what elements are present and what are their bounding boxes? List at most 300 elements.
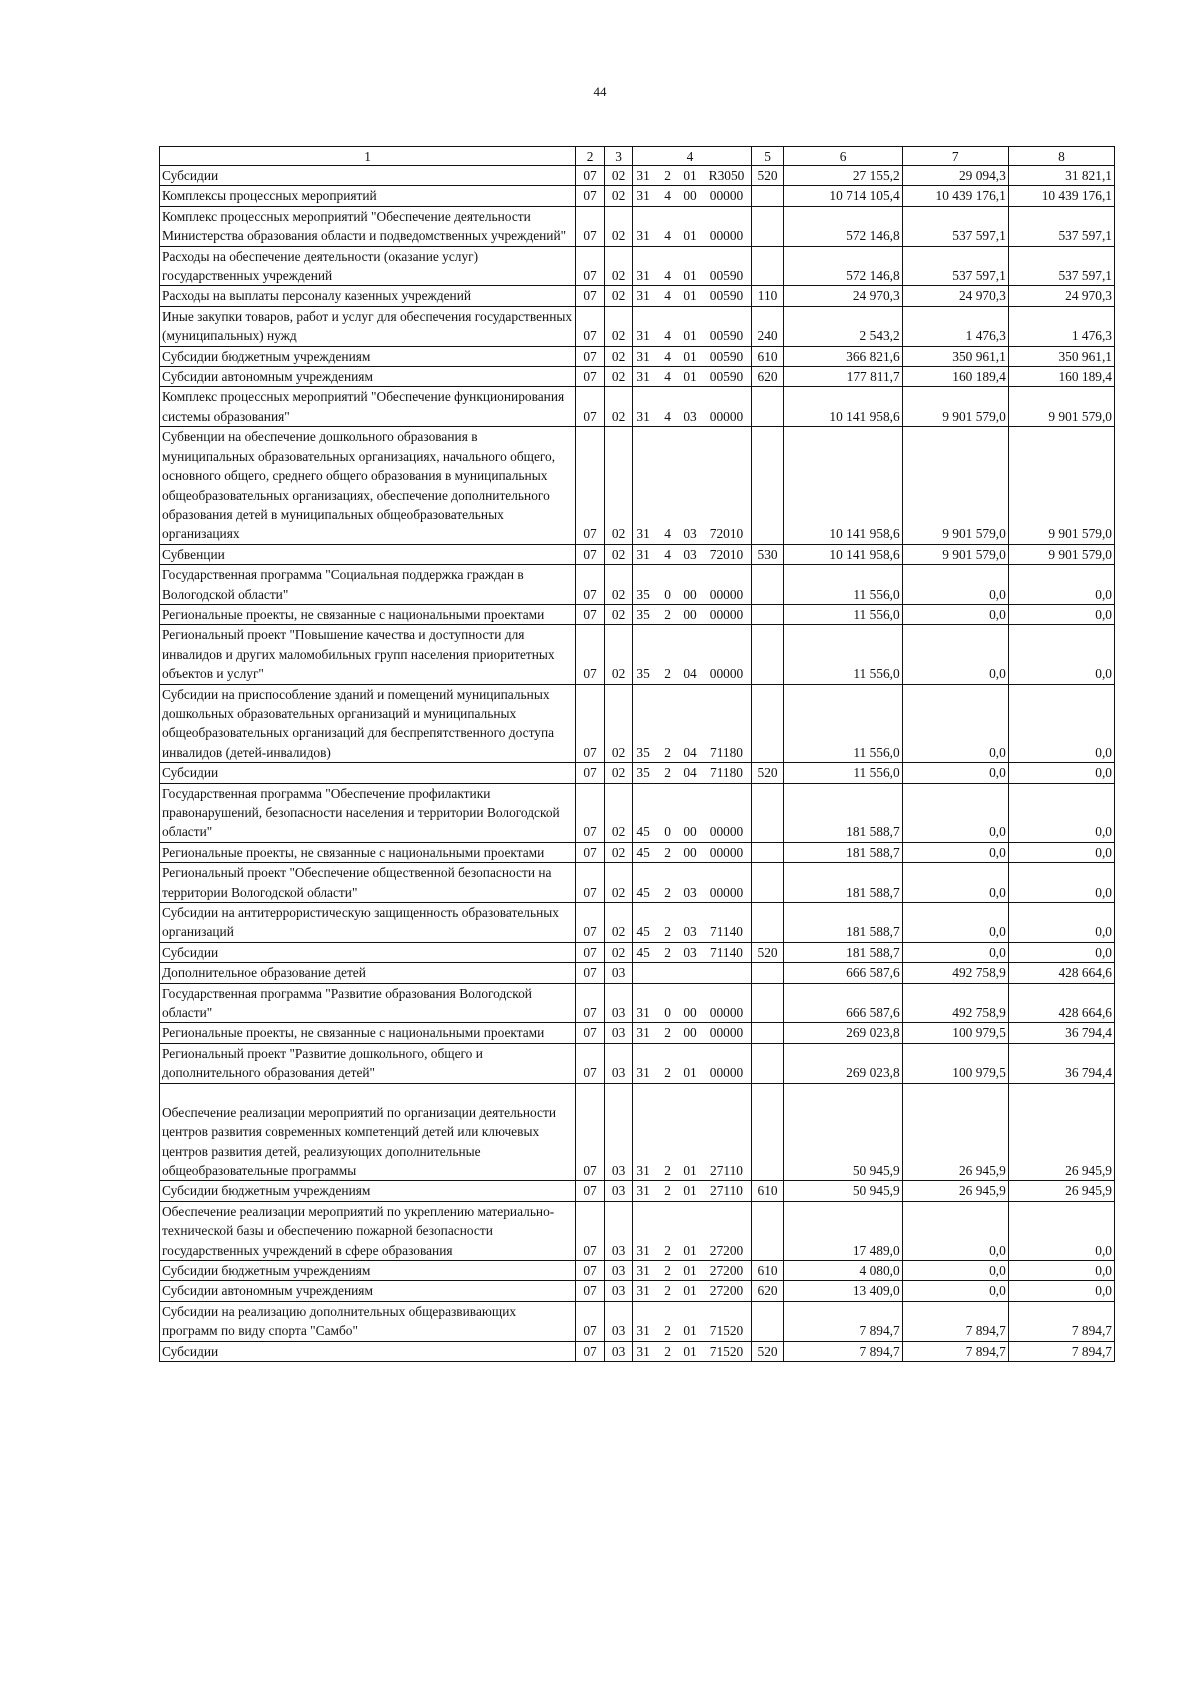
- amount-year-3: 7 894,7: [1008, 1301, 1114, 1341]
- subsection-code: 02: [604, 346, 633, 366]
- program-code: 31: [633, 367, 657, 387]
- expense-type-code: [751, 903, 784, 943]
- type-code: [657, 963, 677, 983]
- amount-year-1: 572 146,8: [784, 246, 902, 286]
- table-row: [160, 1281, 1115, 1301]
- amount-year-3: 0,0: [1008, 763, 1114, 783]
- expense-type-code: 610: [751, 1260, 784, 1280]
- program-code: 35: [633, 625, 657, 684]
- header-col-5: 5: [751, 147, 784, 166]
- table-row: [160, 1260, 1115, 1280]
- expense-type-code: [751, 206, 784, 246]
- structure-code: [678, 963, 702, 983]
- amount-year-2: 0,0: [902, 604, 1008, 624]
- direction-code: 00590: [702, 286, 751, 306]
- amount-year-1: 666 587,6: [784, 983, 902, 1023]
- table-row: [160, 763, 1115, 783]
- amount-year-1: 2 543,2: [784, 306, 902, 346]
- direction-code: 00000: [702, 565, 751, 605]
- type-code: 2: [657, 863, 677, 903]
- amount-year-3: 31 821,1: [1008, 166, 1114, 186]
- direction-code: 00000: [702, 842, 751, 862]
- amount-year-1: 269 023,8: [784, 1043, 902, 1083]
- expense-type-code: [751, 1301, 784, 1341]
- program-code: 31: [633, 983, 657, 1023]
- subsection-code: 03: [604, 1023, 633, 1043]
- structure-code: 00: [678, 565, 702, 605]
- section-code: 07: [576, 1083, 605, 1181]
- expense-type-code: [751, 387, 784, 427]
- amount-year-2: 160 189,4: [902, 367, 1008, 387]
- table-row: [160, 983, 1115, 1023]
- direction-code: 00590: [702, 346, 751, 366]
- subsection-code: 03: [604, 983, 633, 1023]
- type-code: 0: [657, 983, 677, 1023]
- amount-year-2: 0,0: [902, 942, 1008, 962]
- amount-year-2: 26 945,9: [902, 1181, 1008, 1201]
- row-name: Государственная программа "Развитие образования Вологодской области": [160, 983, 576, 1023]
- table-row: [160, 186, 1115, 206]
- table-row: [160, 783, 1115, 842]
- amount-year-1: 50 945,9: [784, 1083, 902, 1181]
- amount-year-1: 10 714 105,4: [784, 186, 902, 206]
- subsection-code: 02: [604, 604, 633, 624]
- amount-year-1: 181 588,7: [784, 942, 902, 962]
- subsection-code: 03: [604, 1260, 633, 1280]
- row-name: Субсидии автономным учреждениям: [160, 367, 576, 387]
- program-code: 45: [633, 863, 657, 903]
- row-name: Региональные проекты, не связанные с национальными проектами: [160, 1023, 576, 1043]
- direction-code: 27200: [702, 1281, 751, 1301]
- table-body: [160, 166, 1115, 1362]
- program-code: 35: [633, 763, 657, 783]
- expense-type-code: [751, 246, 784, 286]
- direction-code: 00000: [702, 1023, 751, 1043]
- program-code: 31: [633, 186, 657, 206]
- row-name: Субсидии: [160, 1341, 576, 1361]
- program-code: 31: [633, 1260, 657, 1280]
- expense-type-code: 520: [751, 763, 784, 783]
- section-code: 07: [576, 942, 605, 962]
- amount-year-3: 26 945,9: [1008, 1181, 1114, 1201]
- table-row: [160, 1083, 1115, 1181]
- amount-year-2: 492 758,9: [902, 983, 1008, 1023]
- row-name: Субсидии бюджетным учреждениям: [160, 346, 576, 366]
- direction-code: 71140: [702, 942, 751, 962]
- table-row: [160, 166, 1115, 186]
- direction-code: 00590: [702, 246, 751, 286]
- section-code: 07: [576, 863, 605, 903]
- structure-code: 01: [678, 166, 702, 186]
- section-code: 07: [576, 544, 605, 564]
- expense-type-code: [751, 1083, 784, 1181]
- subsection-code: 03: [604, 1043, 633, 1083]
- type-code: 0: [657, 565, 677, 605]
- direction-code: R3050: [702, 166, 751, 186]
- amount-year-3: 350 961,1: [1008, 346, 1114, 366]
- table-row: [160, 1301, 1115, 1341]
- direction-code: 27110: [702, 1181, 751, 1201]
- type-code: 4: [657, 346, 677, 366]
- structure-code: 01: [678, 1281, 702, 1301]
- row-name: Субсидии на реализацию дополнительных общеразвивающих программ по виду спорта "Самбо": [160, 1301, 576, 1341]
- row-name: Государственная программа "Обеспечение профилактики правонарушений, безопасности населения и территории Вологодской области": [160, 783, 576, 842]
- amount-year-2: 0,0: [902, 842, 1008, 862]
- program-code: 45: [633, 842, 657, 862]
- row-name: Субсидии на приспособление зданий и помещений муниципальных дошкольных образовательных организаций и муниципальных общеобразовательных организаций для беспрепятственного доступа инвалидов (детей-инвалидов): [160, 684, 576, 763]
- row-name: Иные закупки товаров, работ и услуг для обеспечения государственных (муниципальных) нужд: [160, 306, 576, 346]
- amount-year-2: 492 758,9: [902, 963, 1008, 983]
- amount-year-2: 0,0: [902, 565, 1008, 605]
- program-code: 31: [633, 1043, 657, 1083]
- subsection-code: 02: [604, 427, 633, 544]
- section-code: 07: [576, 346, 605, 366]
- direction-code: 00000: [702, 625, 751, 684]
- amount-year-2: 26 945,9: [902, 1083, 1008, 1181]
- section-code: 07: [576, 206, 605, 246]
- structure-code: 01: [678, 367, 702, 387]
- structure-code: 01: [678, 1260, 702, 1280]
- row-name: Субсидии на антитеррористическую защищенность образовательных организаций: [160, 903, 576, 943]
- structure-code: 04: [678, 625, 702, 684]
- subsection-code: 03: [604, 1181, 633, 1201]
- section-code: 07: [576, 565, 605, 605]
- direction-code: 00000: [702, 863, 751, 903]
- expense-type-code: [751, 963, 784, 983]
- amount-year-2: 537 597,1: [902, 206, 1008, 246]
- direction-code: 00000: [702, 983, 751, 1023]
- program-code: 35: [633, 565, 657, 605]
- amount-year-3: 7 894,7: [1008, 1341, 1114, 1361]
- type-code: 2: [657, 166, 677, 186]
- expense-type-code: 530: [751, 544, 784, 564]
- amount-year-2: 10 439 176,1: [902, 186, 1008, 206]
- table-row: [160, 1043, 1115, 1083]
- program-code: 31: [633, 1281, 657, 1301]
- amount-year-3: 9 901 579,0: [1008, 544, 1114, 564]
- header-row: [160, 147, 1115, 166]
- program-code: 45: [633, 783, 657, 842]
- expense-type-code: 520: [751, 1341, 784, 1361]
- type-code: 4: [657, 387, 677, 427]
- type-code: 2: [657, 1043, 677, 1083]
- row-name: Обеспечение реализации мероприятий по организации деятельности центров развития современных компетенций детей или ключевых центров развития детей, реализующих дополнительные общеобразовательные программы: [162, 1104, 557, 1178]
- amount-year-1: 572 146,8: [784, 206, 902, 246]
- row-name: Комплекс процессных мероприятий "Обеспечение функционирования системы образования": [160, 387, 576, 427]
- amount-year-3: 0,0: [1008, 942, 1114, 962]
- structure-code: 01: [678, 1201, 702, 1260]
- expense-type-code: [751, 863, 784, 903]
- expense-type-code: [751, 565, 784, 605]
- amount-year-3: 0,0: [1008, 604, 1114, 624]
- program-code: 31: [633, 387, 657, 427]
- row-name: Региональный проект "Обеспечение общественной безопасности на территории Вологодской области": [160, 863, 576, 903]
- expense-type-code: 620: [751, 367, 784, 387]
- direction-code: 00000: [702, 206, 751, 246]
- section-code: 07: [576, 684, 605, 763]
- amount-year-2: 0,0: [902, 625, 1008, 684]
- type-code: 2: [657, 1301, 677, 1341]
- direction-code: 00000: [702, 387, 751, 427]
- amount-year-1: 11 556,0: [784, 625, 902, 684]
- amount-year-1: 11 556,0: [784, 565, 902, 605]
- section-code: 07: [576, 367, 605, 387]
- section-code: 07: [576, 842, 605, 862]
- amount-year-3: 10 439 176,1: [1008, 186, 1114, 206]
- section-code: 07: [576, 903, 605, 943]
- table-row: [160, 963, 1115, 983]
- expense-type-code: [751, 1201, 784, 1260]
- type-code: 4: [657, 186, 677, 206]
- program-code: 31: [633, 1181, 657, 1201]
- type-code: 4: [657, 246, 677, 286]
- type-code: 2: [657, 1281, 677, 1301]
- subsection-code: 02: [604, 186, 633, 206]
- amount-year-2: 24 970,3: [902, 286, 1008, 306]
- structure-code: 03: [678, 903, 702, 943]
- subsection-code: 03: [604, 1301, 633, 1341]
- amount-year-3: 26 945,9: [1008, 1083, 1114, 1181]
- structure-code: 01: [678, 1301, 702, 1341]
- type-code: 2: [657, 1260, 677, 1280]
- subsection-code: 02: [604, 367, 633, 387]
- direction-code: 00590: [702, 367, 751, 387]
- amount-year-3: 0,0: [1008, 842, 1114, 862]
- amount-year-1: 11 556,0: [784, 604, 902, 624]
- type-code: 2: [657, 763, 677, 783]
- amount-year-1: 181 588,7: [784, 863, 902, 903]
- type-code: 2: [657, 1181, 677, 1201]
- direction-code: 71180: [702, 684, 751, 763]
- table-row: [160, 863, 1115, 903]
- program-code: 45: [633, 942, 657, 962]
- table-row: [160, 625, 1115, 684]
- expense-type-code: 110: [751, 286, 784, 306]
- structure-code: 00: [678, 783, 702, 842]
- amount-year-1: 269 023,8: [784, 1023, 902, 1043]
- subsection-code: 02: [604, 246, 633, 286]
- amount-year-3: 24 970,3: [1008, 286, 1114, 306]
- amount-year-1: 11 556,0: [784, 763, 902, 783]
- amount-year-1: 24 970,3: [784, 286, 902, 306]
- section-code: 07: [576, 1301, 605, 1341]
- direction-code: 72010: [702, 427, 751, 544]
- amount-year-3: 428 664,6: [1008, 983, 1114, 1023]
- table-row: [160, 565, 1115, 605]
- subsection-code: 03: [604, 1341, 633, 1361]
- type-code: 4: [657, 427, 677, 544]
- program-code: 31: [633, 1201, 657, 1260]
- amount-year-1: 13 409,0: [784, 1281, 902, 1301]
- direction-code: 72010: [702, 544, 751, 564]
- subsection-code: 02: [604, 206, 633, 246]
- table-row: [160, 346, 1115, 366]
- section-code: 07: [576, 604, 605, 624]
- structure-code: 01: [678, 1083, 702, 1181]
- row-name: Субсидии бюджетным учреждениям: [160, 1260, 576, 1280]
- row-name: Субсидии бюджетным учреждениям: [160, 1181, 576, 1201]
- subsection-code: 02: [604, 942, 633, 962]
- section-code: 07: [576, 306, 605, 346]
- budget-table: [159, 146, 1115, 1362]
- program-code: 31: [633, 166, 657, 186]
- table-row: [160, 1023, 1115, 1043]
- structure-code: 01: [678, 206, 702, 246]
- amount-year-3: 537 597,1: [1008, 246, 1114, 286]
- structure-code: 04: [678, 763, 702, 783]
- direction-code: 00000: [702, 604, 751, 624]
- amount-year-1: 10 141 958,6: [784, 427, 902, 544]
- amount-year-3: 36 794,4: [1008, 1043, 1114, 1083]
- type-code: 4: [657, 544, 677, 564]
- table-row: [160, 306, 1115, 346]
- type-code: 2: [657, 942, 677, 962]
- program-code: 31: [633, 306, 657, 346]
- amount-year-1: 10 141 958,6: [784, 544, 902, 564]
- amount-year-3: 0,0: [1008, 625, 1114, 684]
- direction-code: 00590: [702, 306, 751, 346]
- type-code: 2: [657, 684, 677, 763]
- direction-code: 00000: [702, 783, 751, 842]
- amount-year-1: 181 588,7: [784, 783, 902, 842]
- structure-code: 00: [678, 983, 702, 1023]
- type-code: 0: [657, 783, 677, 842]
- type-code: 4: [657, 206, 677, 246]
- amount-year-3: 537 597,1: [1008, 206, 1114, 246]
- expense-type-code: [751, 186, 784, 206]
- amount-year-3: 9 901 579,0: [1008, 387, 1114, 427]
- amount-year-3: 0,0: [1008, 1260, 1114, 1280]
- direction-code: 71520: [702, 1341, 751, 1361]
- amount-year-3: 9 901 579,0: [1008, 427, 1114, 544]
- section-code: 07: [576, 427, 605, 544]
- amount-year-2: 0,0: [902, 1281, 1008, 1301]
- amount-year-1: 666 587,6: [784, 963, 902, 983]
- table-row: [160, 544, 1115, 564]
- structure-code: 00: [678, 604, 702, 624]
- amount-year-2: 9 901 579,0: [902, 427, 1008, 544]
- section-code: 07: [576, 186, 605, 206]
- header-col-6: 6: [784, 147, 902, 166]
- structure-code: 01: [678, 306, 702, 346]
- structure-code: 00: [678, 842, 702, 862]
- subsection-code: 02: [604, 306, 633, 346]
- program-code: 35: [633, 684, 657, 763]
- table-row: [160, 604, 1115, 624]
- type-code: 2: [657, 1083, 677, 1181]
- amount-year-2: 0,0: [902, 863, 1008, 903]
- structure-code: 01: [678, 346, 702, 366]
- row-name: Комплекс процессных мероприятий "Обеспечение деятельности Министерства образования области и подведомственных учреждений": [160, 206, 576, 246]
- table-row: [160, 842, 1115, 862]
- amount-year-3: 0,0: [1008, 565, 1114, 605]
- table-row: [160, 427, 1115, 544]
- expense-type-code: [751, 842, 784, 862]
- section-code: 07: [576, 1201, 605, 1260]
- subsection-code: 02: [604, 863, 633, 903]
- header-col-8: 8: [1008, 147, 1114, 166]
- row-name: Субсидии: [160, 763, 576, 783]
- amount-year-2: 1 476,3: [902, 306, 1008, 346]
- section-code: 07: [576, 1043, 605, 1083]
- program-code: 31: [633, 246, 657, 286]
- structure-code: 00: [678, 1023, 702, 1043]
- subsection-code: 02: [604, 625, 633, 684]
- row-name: Дополнительное образование детей: [160, 963, 576, 983]
- type-code: 4: [657, 286, 677, 306]
- expense-type-code: 240: [751, 306, 784, 346]
- section-code: 07: [576, 983, 605, 1023]
- type-code: 4: [657, 306, 677, 346]
- amount-year-2: 100 979,5: [902, 1043, 1008, 1083]
- subsection-code: 02: [604, 783, 633, 842]
- subsection-code: 02: [604, 565, 633, 605]
- row-name: Субвенции на обеспечение дошкольного образования в муниципальных образовательных организациях, начального общего, основного общего, среднего общего образования в муниципальных общеобразовательных организациях, обеспечение дополнительного образования детей в муниципальных общеобразовательных организациях: [160, 427, 576, 544]
- expense-type-code: [751, 1043, 784, 1083]
- program-code: 31: [633, 1083, 657, 1181]
- amount-year-2: 7 894,7: [902, 1341, 1008, 1361]
- type-code: 4: [657, 367, 677, 387]
- program-code: 31: [633, 1023, 657, 1043]
- amount-year-3: 36 794,4: [1008, 1023, 1114, 1043]
- table-row: [160, 367, 1115, 387]
- amount-year-1: 181 588,7: [784, 903, 902, 943]
- program-code: 31: [633, 427, 657, 544]
- header-col-4: 4: [678, 147, 702, 166]
- table-row: [160, 286, 1115, 306]
- amount-year-2: 0,0: [902, 1260, 1008, 1280]
- subsection-code: 02: [604, 903, 633, 943]
- subsection-code: 02: [604, 684, 633, 763]
- type-code: 2: [657, 625, 677, 684]
- row-name: Субсидии: [160, 166, 576, 186]
- structure-code: 01: [678, 1181, 702, 1201]
- subsection-code: 02: [604, 387, 633, 427]
- header-col-2: 2: [576, 147, 605, 166]
- subsection-code: 03: [604, 1281, 633, 1301]
- subsection-code: 02: [604, 286, 633, 306]
- table-row: [160, 246, 1115, 286]
- amount-year-1: 11 556,0: [784, 684, 902, 763]
- row-name: Субсидии автономным учреждениям: [160, 1281, 576, 1301]
- type-code: 2: [657, 1201, 677, 1260]
- type-code: 2: [657, 903, 677, 943]
- row-name: Региональные проекты, не связанные с национальными проектами: [160, 604, 576, 624]
- page-number: 44: [593, 84, 607, 99]
- amount-year-2: 29 094,3: [902, 166, 1008, 186]
- structure-code: 03: [678, 863, 702, 903]
- section-code: 07: [576, 1023, 605, 1043]
- amount-year-2: 9 901 579,0: [902, 387, 1008, 427]
- type-code: 2: [657, 842, 677, 862]
- amount-year-3: 1 476,3: [1008, 306, 1114, 346]
- header-col-7: 7: [902, 147, 1008, 166]
- row-name: Региональный проект "Развитие дошкольного, общего и дополнительного образования детей": [160, 1043, 576, 1083]
- expense-type-code: [751, 783, 784, 842]
- section-code: 07: [576, 286, 605, 306]
- subsection-code: 03: [604, 963, 633, 983]
- expense-type-code: [751, 625, 784, 684]
- amount-year-1: 50 945,9: [784, 1181, 902, 1201]
- structure-code: 03: [678, 544, 702, 564]
- table-row: [160, 684, 1115, 763]
- structure-code: 04: [678, 684, 702, 763]
- expense-type-code: [751, 983, 784, 1023]
- structure-code: 03: [678, 427, 702, 544]
- row-name: Обеспечение реализации мероприятий по укреплению материально-технической базы и обеспечению пожарной безопасности государственных учреждений в сфере образования: [160, 1201, 576, 1260]
- program-code: 31: [633, 1301, 657, 1341]
- amount-year-2: 537 597,1: [902, 246, 1008, 286]
